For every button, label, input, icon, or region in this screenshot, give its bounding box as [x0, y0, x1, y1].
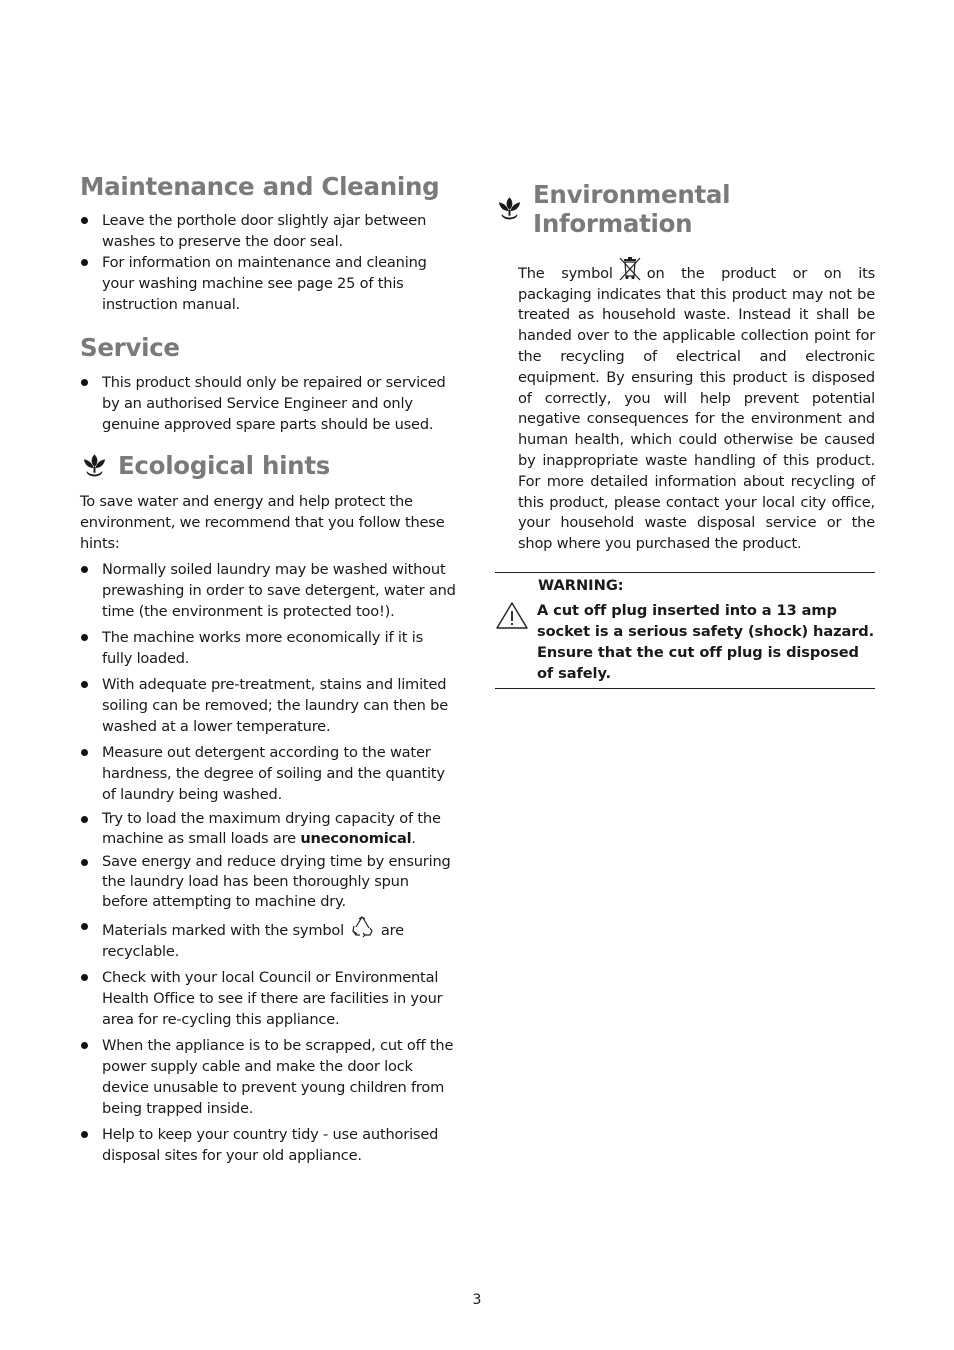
environmental-title: Environmental Information: [533, 180, 731, 239]
list-item: Help to keep your country tidy - use authorised disposal sites for your old appliance.: [80, 1124, 456, 1166]
warning-text: A cut off plug inserted into a 13 amp socket is a serious safety (shock) hazard. Ensure that the cut off plug is disposed of safely.: [537, 601, 875, 682]
list-item: Normally soiled laundry may be washed without prewashing in order to save detergent, water and time (the environment is protected too!).: [80, 559, 456, 622]
list-item: Measure out detergent according to the water hardness, the degree of soiling and the quantity of laundry being washed.: [80, 742, 456, 805]
recycle-text: Materials marked with the symbol: [102, 921, 344, 939]
environmental-heading: [495, 180, 875, 239]
drying-emphasis: uneconomical: [300, 829, 412, 847]
recycle-icon: [350, 916, 374, 938]
list-item: With adequate pre-treatment, stains and limited soiling can be removed; the laundry can then be washed at a lower temperature.: [80, 674, 456, 737]
list-item-drying: [80, 809, 456, 849]
ecological-title: Ecological hints: [118, 451, 331, 481]
flower-icon: [80, 451, 109, 481]
ecological-intro: To save water and energy and help protect the environment, we recommend that you follow these hints:: [80, 492, 445, 552]
warning-title: WARNING:: [538, 576, 624, 594]
env-text-start: The symbol: [518, 264, 613, 282]
recycle-text-end: are recyclable.: [102, 921, 404, 960]
ecological-heading: [80, 451, 456, 481]
list-item: For information on maintenance and cleaning your washing machine see page 25 of this instruction manual.: [80, 252, 456, 315]
crossed-bin-icon: [617, 256, 643, 282]
warning-box: [495, 572, 875, 689]
maintenance-heading: [80, 172, 456, 201]
service-title: Service: [80, 333, 180, 363]
list-item: Save energy and reduce drying time by ensuring the laundry load has been thoroughly spun before attempting to machine dry.: [80, 852, 456, 912]
env-text-body: on the product or on its packaging indicates that this product may not be treated as household waste. Instead it shall be handed over to the applicable collection point for the recycling of electrical and electronic equipment. By ensuring this product is disposed of correctly, you will help prevent potential negative consequences for the environment and human health, which could otherwise be caused by inappropriate waste handling of this product. For more detailed information about recycling of this product, please contact your local city office, your household waste disposal service or the shop where you purchased the product.: [518, 264, 876, 553]
right-column: [495, 180, 875, 689]
page-number: 3: [472, 1292, 482, 1308]
environmental-text: [518, 256, 875, 555]
list-item: The machine works more economically if it is fully loaded.: [80, 627, 456, 669]
ecological-list: [80, 559, 456, 1166]
list-item: Leave the porthole door slightly ajar between washes to preserve the door seal.: [80, 210, 456, 252]
drying-text-end: .: [411, 829, 416, 847]
maintenance-title: Maintenance and Cleaning: [80, 172, 440, 201]
list-item: Check with your local Council or Environmental Health Office to see if there are facilities in your area for re-cycling this appliance.: [80, 967, 456, 1030]
warning-triangle-icon: [495, 600, 529, 630]
list-item-recycle: [80, 916, 456, 962]
service-list: [80, 372, 456, 435]
list-item: When the appliance is to be scrapped, cut off the power supply cable and make the door lock device unusable to prevent young children from being trapped inside.: [80, 1035, 456, 1119]
warning-body: [495, 600, 875, 684]
flower-icon: [495, 194, 524, 224]
service-heading: [80, 333, 456, 362]
list-item: This product should only be repaired or serviced by an authorised Service Engineer and only genuine approved spare parts should be used.: [80, 372, 456, 435]
left-column: [80, 172, 456, 1166]
drying-text: Try to load the maximum drying capacity of the machine as small loads are: [102, 809, 441, 847]
maintenance-list: [80, 210, 456, 315]
